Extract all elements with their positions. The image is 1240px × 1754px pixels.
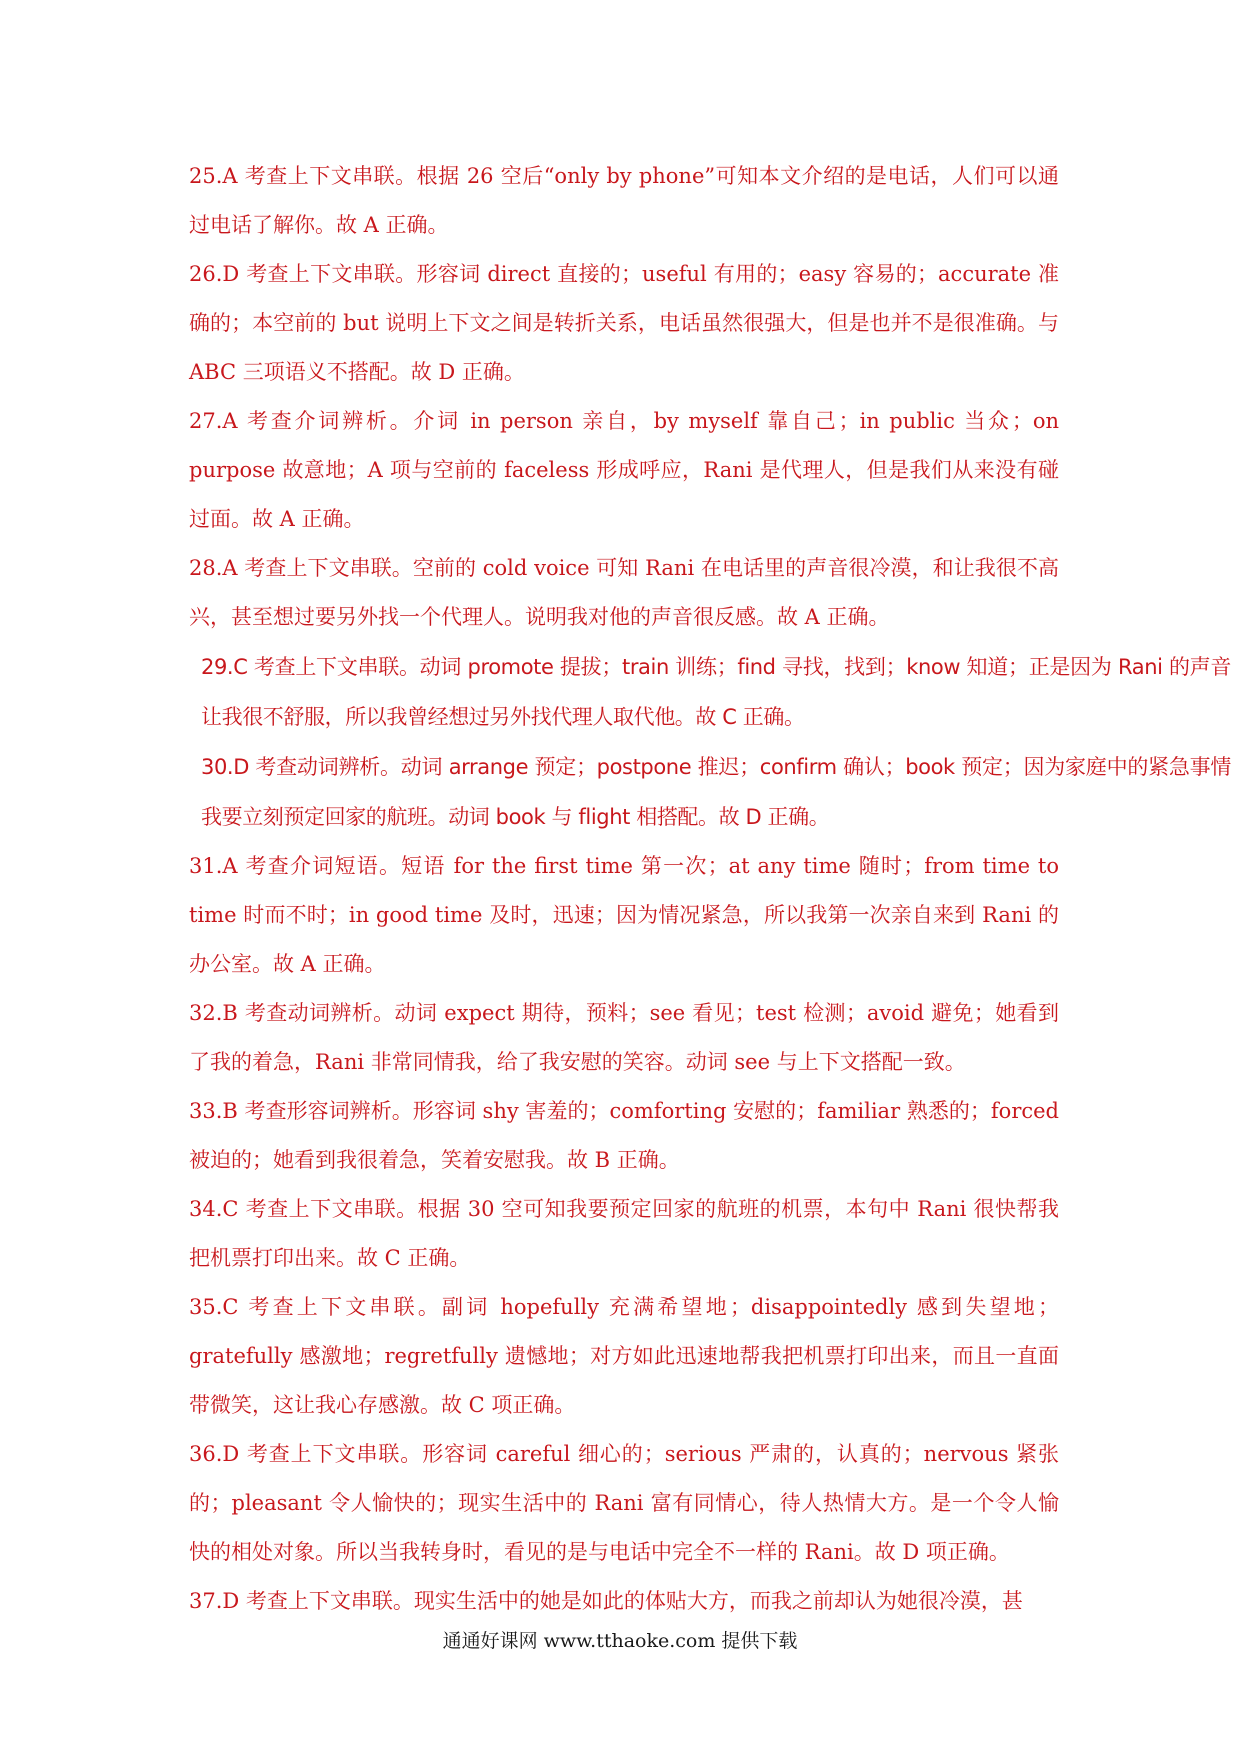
answer-32: 32.B 考查动词辨析。动词 expect 期待，预料；see 看见；test 检测；avoid 避免；她看到了我的着急，Rani 非常同情我，给了我安慰的笑容。动词 see 与上下文搭配一致。 [189,1001,1059,1074]
answer-31: 31.A 考查介词短语。短语 for the first time 第一次；at any time 随时；from time to time 时而不时；in good time 及时，迅速；因为情况紧急，所以我第一次亲自来到 Rani 的办公室。故 A 正确。 [189,854,1059,976]
answer-33: 33.B 考查形容词辨析。形容词 shy 害羞的；comforting 安慰的；familiar 熟悉的；forced 被迫的；她看到我很着急，笑着安慰我。故 B 正确。 [189,1099,1059,1172]
answer-28: 28.A 考查上下文串联。空前的 cold voice 可知 Rani 在电话里的声音很冷漠，和让我很不高兴，甚至想过要另外找一个代理人。说明我对他的声音很反感。故 A 正确。 [189,556,1059,629]
answer-29: 29.C 考查上下文串联。动词 promote 提拔；train 训练；find 寻找，找到；know 知道；正是因为 Rani 的声音让我很不舒服，所以我曾经想过另外找代理人取代他。故 C 正确。 [201,655,1232,729]
answer-36: 36.D 考查上下文串联。形容词 careful 细心的；serious 严肃的，认真的；nervous 紧张的；pleasant 令人愉快的；现实生活中的 Rani 富有同情心，待人热情大方。是一个令人愉快的相处对象。所以当我转身时，看见的是与电话中完全不一样的 Rani。故 D 项正确。 [189,1442,1059,1564]
answer-explanations [189,152,1232,1626]
answer-35: 35.C 考查上下文串联。副词 hopefully 充满希望地；disappointedly 感到失望地；gratefully 感激地；regretfully 遗憾地；对方如此迅速地帮我把机票打印出来，而且一直面带微笑，这让我心存感激。故 C 项正确。 [189,1295,1059,1417]
answer-34: 34.C 考查上下文串联。根据 30 空可知我要预定回家的航班的机票，本句中 Rani 很快帮我把机票打印出来。故 C 正确。 [189,1197,1059,1270]
page-footer: 通通好课网 www.tthaoke.com 提供下载 [442,1630,798,1652]
answer-25: 25.A 考查上下文串联。根据 26 空后“only by phone”可知本文介绍的是电话，人们可以通过电话了解你。故 A 正确。 [189,164,1059,237]
answer-30: 30.D 考查动词辨析。动词 arrange 预定；postpone 推迟；confirm 确认；book 预定；因为家庭中的紧急事情我要立刻预定回家的航班。动词 book 与 flight 相搭配。故 D 正确。 [201,755,1231,829]
answer-26: 26.D 考查上下文串联。形容词 direct 直接的；useful 有用的；easy 容易的；accurate 准确的；本空前的 but 说明上下文之间是转折关系，电话虽然很强大，但是也并不是很准确。与 ABC 三项语义不搭配。故 D 正确。 [189,262,1059,384]
answer-37: 37.D 考查上下文串联。现实生活中的她是如此的体贴大方，而我之前却认为她很冷漠，甚 [189,1589,1023,1613]
answer-27: 27.A 考查介词辨析。介词 in person 亲自，by myself 靠自己；in public 当众；on purpose 故意地；A 项与空前的 faceless 形成呼应，Rani 是代理人，但是我们从来没有碰过面。故 A 正确。 [189,409,1059,531]
